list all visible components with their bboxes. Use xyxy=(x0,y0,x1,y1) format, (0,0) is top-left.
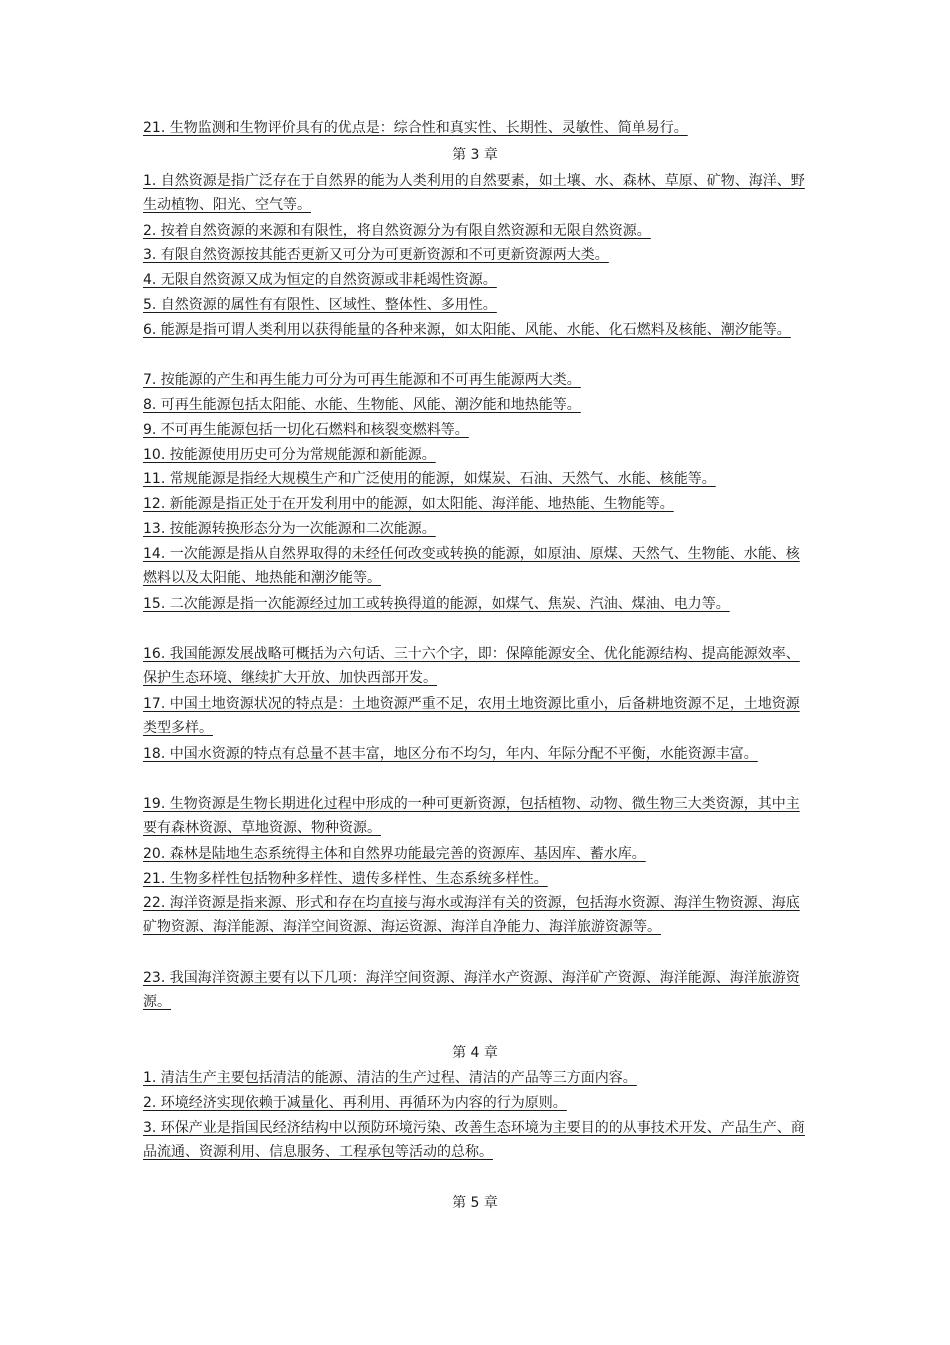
list-item: 15. 二次能源是指一次能源经过加工或转换得道的能源，如煤气、焦炭、汽油、煤油、电力等。 xyxy=(143,596,730,612)
list-item: 19. 生物资源是生物长期进化过程中形成的一种可更新资源，包括植物、动物、微生物三大类资源，其中主要有森林资源、草地资源、物种资源。 xyxy=(143,796,800,836)
list-item: 10. 按能源使用历史可分为常规能源和新能源。 xyxy=(143,447,436,463)
list-item: 21. 生物多样性包括物种多样性、遗传多样性、生态系统多样性。 xyxy=(143,871,548,887)
list-item: 22. 海洋资源是指来源、形式和存在均直接与海水或海洋有关的资源，包括海水资源、海洋生物资源、海底矿物资源、海洋能源、海洋空间资源、海运资源、海洋自净能力、海洋旅游资源等。 xyxy=(143,895,800,935)
list-item: 23. 我国海洋资源主要有以下几项：海洋空间资源、海洋水产资源、海洋矿产资源、海洋能源、海洋旅游资源。 xyxy=(143,970,800,1010)
list-item: 2. 按着自然资源的来源和有限性，将自然资源分为有限自然资源和无限自然资源。 xyxy=(143,223,651,239)
chapter-heading: 第 4 章 xyxy=(452,1045,498,1061)
list-item: 11. 常规能源是指经大规模生产和广泛使用的能源，如煤炭、石油、天然气、水能、核能等。 xyxy=(143,471,716,487)
list-item: 2. 环境经济实现依赖于减量化、再利用、再循环为内容的行为原则。 xyxy=(143,1095,567,1111)
list-item: 16. 我国能源发展战略可概括为六句话、三十六个字，即：保障能源安全、优化能源结构、提高能源效率、保护生态环境、继续扩大开放、加快西部开发。 xyxy=(143,646,800,686)
list-item: 1. 清洁生产主要包括清洁的能源、清洁的生产过程、清洁的产品等三方面内容。 xyxy=(143,1070,637,1086)
list-item: 12. 新能源是指正处于在开发利用中的能源，如太阳能、海洋能、地热能、生物能等。 xyxy=(143,496,674,512)
chapter-heading: 第 5 章 xyxy=(452,1195,498,1211)
list-item: 17. 中国土地资源状况的特点是：土地资源严重不足，农用土地资源比重小，后备耕地资源不足，土地资源类型多样。 xyxy=(143,696,800,736)
list-item: 18. 中国水资源的特点有总量不甚丰富，地区分布不均匀，年内、年际分配不平衡，水能资源丰富。 xyxy=(143,746,758,762)
list-item: 21. 生物监测和生物评价具有的优点是：综合性和真实性、长期性、灵敏性、简单易行。 xyxy=(143,120,688,136)
list-item: 6. 能源是指可谓人类利用以获得能量的各种来源，如太阳能、风能、水能、化石燃料及核能、潮汐能等。 xyxy=(143,322,791,338)
list-item: 5. 自然资源的属性有有限性、区域性、整体性、多用性。 xyxy=(143,297,497,313)
list-item: 3. 有限自然资源按其能否更新又可分为可更新资源和不可更新资源两大类。 xyxy=(143,247,609,263)
list-item: 8. 可再生能源包括太阳能、水能、生物能、风能、潮汐能和地热能等。 xyxy=(143,397,581,413)
list-item: 9. 不可再生能源包括一切化石燃料和核裂变燃料等。 xyxy=(143,422,469,438)
list-item: 3. 环保产业是指国民经济结构中以预防环境污染、改善生态环境为主要目的的从事技术开发、产品生产、商品流通、资源利用、信息服务、工程承包等活动的总称。 xyxy=(143,1120,805,1160)
list-item: 7. 按能源的产生和再生能力可分为可再生能源和不可再生能源两大类。 xyxy=(143,372,581,388)
list-item: 13. 按能源转换形态分为一次能源和二次能源。 xyxy=(143,521,436,537)
list-item: 20. 森林是陆地生态系统得主体和自然界功能最完善的资源库、基因库、蓄水库。 xyxy=(143,846,646,862)
list-item: 14. 一次能源是指从自然界取得的未经任何改变或转换的能源，如原油、原煤、天然气、生物能、水能、核燃料以及太阳能、地热能和潮汐能等。 xyxy=(143,546,800,586)
chapter-heading: 第 3 章 xyxy=(452,147,498,163)
list-item: 1. 自然资源是指广泛存在于自然界的能为人类利用的自然要素，如土壤、水、森林、草原、矿物、海洋、野生动植物、阳光、空气等。 xyxy=(143,173,805,213)
list-item: 4. 无限自然资源又成为恒定的自然资源或非耗竭性资源。 xyxy=(143,272,497,288)
